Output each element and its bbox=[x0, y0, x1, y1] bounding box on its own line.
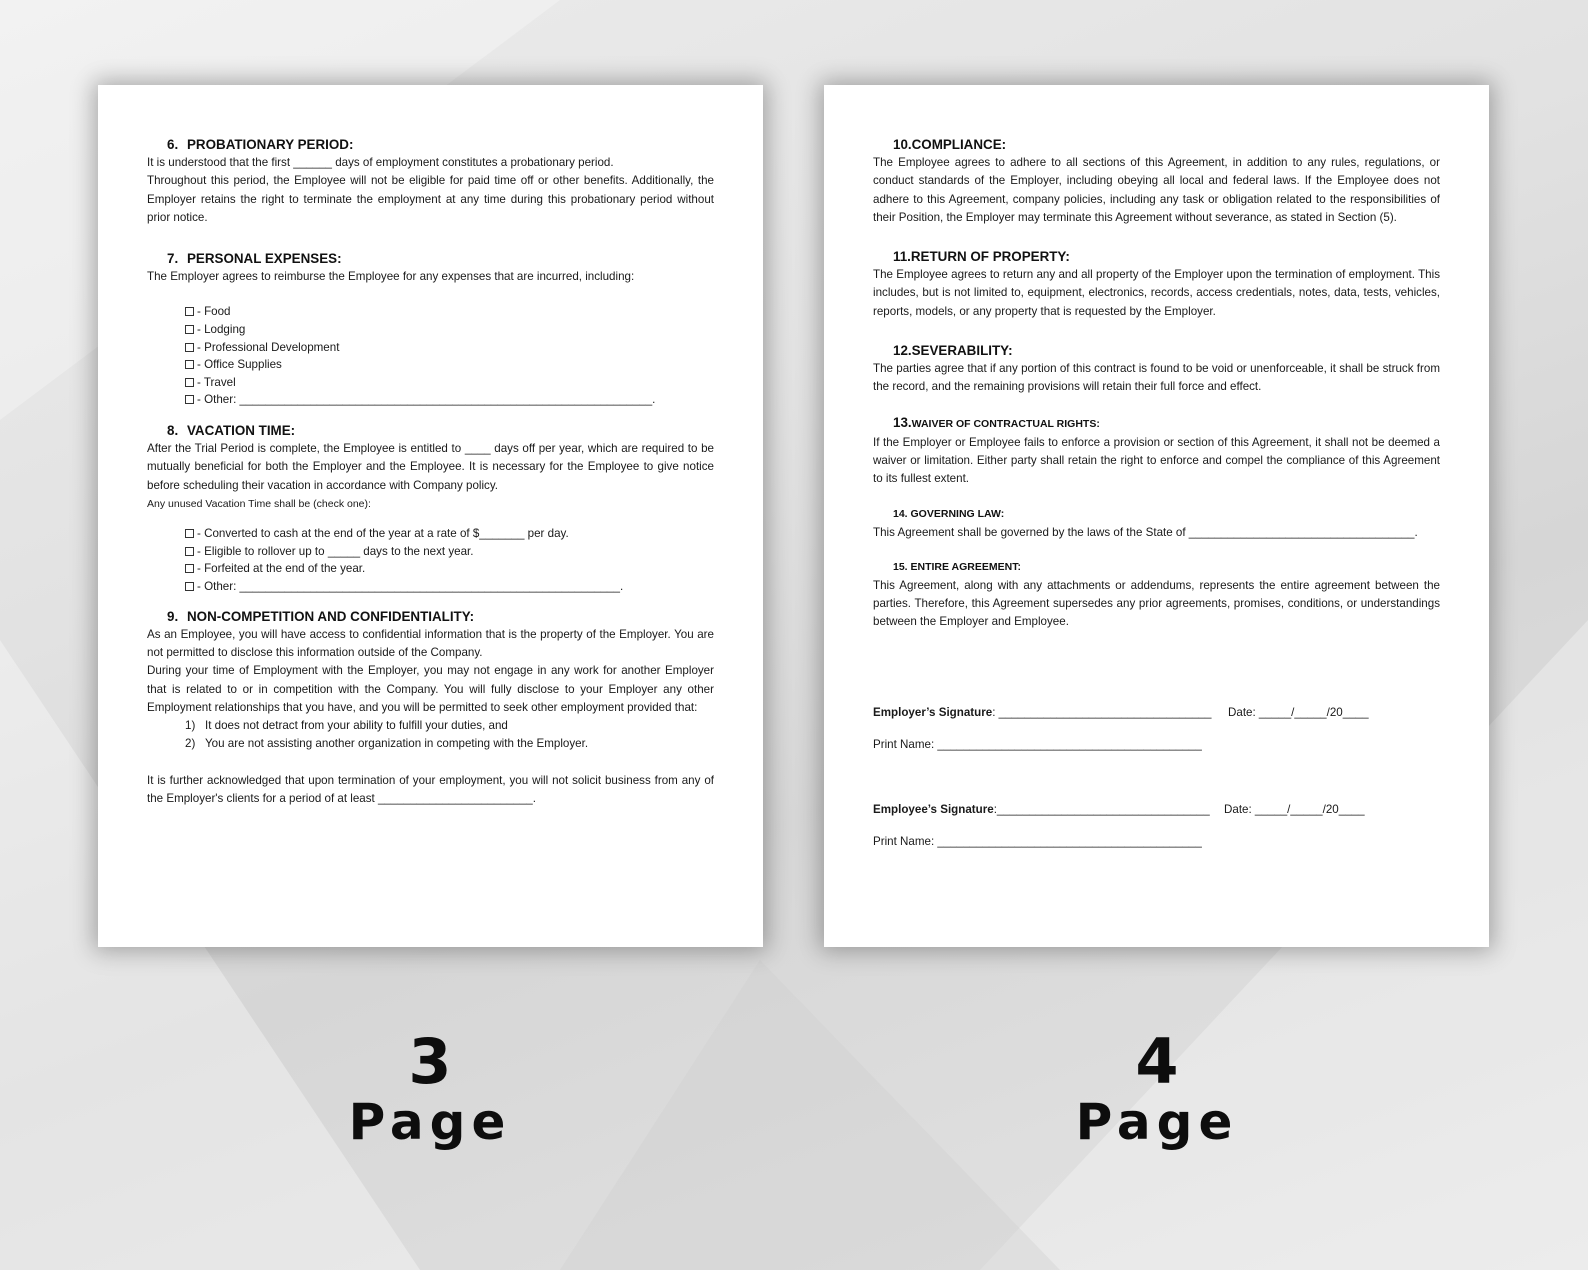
section-11-text: The Employee agrees to return any and all property of the Employer upon the termination of employment. This includes, but is not limited to, equipment, electronics, records, access credentials, notes, data, tests, vehicles, reports, models, or any property that is requested by the Employer. bbox=[873, 268, 1440, 318]
checkbox[interactable] bbox=[185, 378, 194, 387]
document-page-3 bbox=[98, 85, 763, 947]
checkbox[interactable] bbox=[185, 343, 194, 352]
checkbox[interactable] bbox=[185, 360, 194, 369]
vacation-checklist bbox=[147, 525, 714, 595]
checkbox[interactable] bbox=[185, 547, 194, 556]
list-item: - Lodging bbox=[185, 321, 714, 339]
checkbox[interactable] bbox=[185, 395, 194, 404]
employee-signature-field[interactable]: :_________________________________ bbox=[993, 802, 1210, 816]
list-item: - Other: ________________________________________________________________. bbox=[185, 391, 714, 409]
page-3-label bbox=[330, 1025, 530, 1151]
checkbox[interactable] bbox=[185, 564, 194, 573]
section-11-heading: 11.RETURN OF PROPERTY: bbox=[893, 249, 1070, 265]
section-12-text: The parties agree that if any portion of this contract is found to be void or unenforceable, it shall be struck from the record, and the remaining provisions will retain their full force and effect. bbox=[873, 362, 1440, 394]
document-page-4 bbox=[824, 85, 1489, 947]
section-9-conditions bbox=[147, 717, 714, 754]
checkbox[interactable] bbox=[185, 325, 194, 334]
section-12-heading: 12.SEVERABILITY: bbox=[893, 343, 1013, 359]
section-9-text-3: It is further acknowledged that upon termination of your employment, you will not solicit business from any of the Employer's clients for a period of at least ________________________. bbox=[147, 773, 714, 805]
list-item: - Converted to cash at the end of the year at a rate of $_______ per day. bbox=[185, 525, 714, 543]
section-14-heading: 14. GOVERNING LAW: bbox=[893, 507, 1005, 520]
section-6-heading: 6. PROBATIONARY PERIOD: bbox=[167, 137, 354, 152]
section-15-heading: 15. ENTIRE AGREEMENT: bbox=[893, 560, 1021, 573]
employer-signature-field[interactable]: : _________________________________ bbox=[992, 705, 1212, 719]
section-7-heading: 7. PERSONAL EXPENSES: bbox=[167, 251, 342, 267]
list-item: - Office Supplies bbox=[185, 356, 714, 374]
employer-signature-label: Employer’s Signature bbox=[873, 705, 993, 719]
section-10-heading: 10.COMPLIANCE: bbox=[893, 137, 1007, 152]
section-15-text: This Agreement, along with any attachments or addendums, represents the entire agreement between the parties. Therefore, this Agreement supersedes any prior agreements, promises, conditions, or understandings between the Employer and Employee. bbox=[873, 578, 1440, 629]
list-item: 2) You are not assisting another organization in competing with the Employer. bbox=[185, 737, 589, 751]
list-item: - Professional Development bbox=[185, 339, 714, 357]
page-4-label bbox=[1057, 1025, 1257, 1151]
employer-print-name-row[interactable]: Print Name: _________________________________________ bbox=[873, 737, 1202, 751]
section-7-intro: The Employer agrees to reimburse the Employee for any expenses that are incurred, including: bbox=[147, 270, 635, 284]
section-13-heading: 13.WAIVER OF CONTRACTUAL RIGHTS: bbox=[893, 414, 1100, 430]
list-item: - Other: ___________________________________________________________. bbox=[185, 578, 714, 596]
section-9-text-1: As an Employee, you will have access to confidential information that is the property of the Employer. You are not permitted to disclose this information outside of the Company. bbox=[147, 627, 714, 659]
checkbox[interactable] bbox=[185, 307, 194, 316]
checkbox[interactable] bbox=[185, 529, 194, 538]
section-8-text: After the Trial Period is complete, the Employee is entitled to ____ days off per year, which are required to be mutually beneficial for both the Employer and the Employee. It is necessary for the Employee to give notice before scheduling their vacation in accordance with Company policy. bbox=[147, 442, 714, 492]
section-9-heading: 9. NON-COMPETITION AND CONFIDENTIALITY: bbox=[167, 608, 475, 624]
employee-signature-row bbox=[873, 801, 1440, 819]
section-6-text-1: It is understood that the first ______ days of employment constitutes a probationary period. bbox=[147, 156, 614, 169]
list-item: - Travel bbox=[185, 374, 714, 392]
section-13-text: If the Employer or Employee fails to enforce a provision or section of this Agreement, it shall not be deemed a waiver or limitation. Either party shall retain the right to enforce and compel the compliance of this Agreement to its fullest extent. bbox=[873, 435, 1440, 486]
employer-signature-row bbox=[873, 704, 1440, 722]
expenses-checklist bbox=[147, 303, 714, 409]
list-item: - Forfeited at the end of the year. bbox=[185, 560, 714, 578]
section-8-heading: 8. VACATION TIME: bbox=[167, 423, 296, 439]
section-10-text: The Employee agrees to adhere to all sections of this Agreement, in addition to any rules, regulations, or conduct standards of the Employer, including obeying all local and federal laws. If the Employee does not adhere to this Agreement, company policies, including any task or obligation related to the responsibilities of their Position, the Employer may terminate this Agreement without severance, as stated in Section (5). bbox=[873, 156, 1440, 224]
employer-date-field[interactable]: Date: _____/_____/20____ bbox=[1228, 705, 1369, 719]
list-item: - Food bbox=[185, 303, 714, 321]
page-3-word: Page bbox=[348, 1093, 512, 1151]
page-3-number: 3 bbox=[408, 1025, 452, 1098]
employee-date-field[interactable]: Date: _____/_____/20____ bbox=[1224, 802, 1365, 816]
employee-print-name-row[interactable]: Print Name: _________________________________________ bbox=[873, 834, 1202, 848]
page-4-word: Page bbox=[1075, 1093, 1239, 1151]
section-8-note: Any unused Vacation Time shall be (check one): bbox=[147, 497, 371, 510]
list-item: - Eligible to rollover up to _____ days to the next year. bbox=[185, 543, 714, 561]
employee-signature-label: Employee’s Signature bbox=[873, 802, 994, 816]
section-9-text-2: During your time of Employment with the Employer, you may not engage in any work for another Employer that is related to or in competition with the Company. You will fully disclose to your Employer any other Employment relationships that you have, and you will be permitted to seek other employment provided that: bbox=[147, 664, 714, 714]
page-4-number: 4 bbox=[1135, 1025, 1179, 1098]
section-6-text-2: Throughout this period, the Employee will not be eligible for paid time off or other benefits. Additionally, the Employer retains the right to terminate the employment at any time during this probationary period without prior notice. bbox=[147, 174, 714, 224]
checkbox[interactable] bbox=[185, 582, 194, 591]
list-item: 1) It does not detract from your ability to fulfill your duties, and bbox=[185, 719, 508, 733]
section-14-text: This Agreement shall be governed by the laws of the State of ___________________________________. bbox=[873, 525, 1418, 539]
